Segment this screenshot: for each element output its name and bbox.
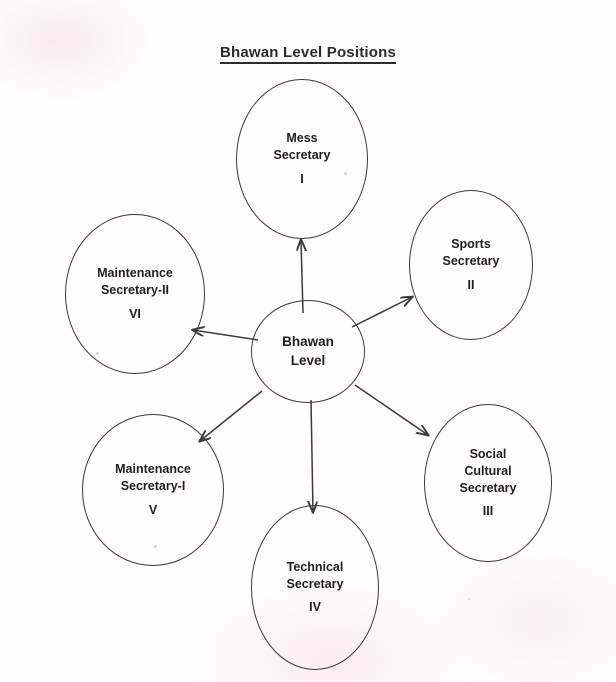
scan-speck [468,598,470,600]
node-label-line: Maintenance [97,266,173,281]
node-label-line: Social [469,446,507,461]
node-mess-secretary[interactable] [236,79,368,239]
node-roman-numeral: I [300,171,304,186]
scan-speck [96,352,99,355]
page-title-text: Bhawan Level Positions [220,44,396,64]
node-label-line: Level [290,352,326,368]
connector-center-to-maintenance-1 [200,391,262,441]
node-technical-secretary[interactable] [251,505,379,670]
node-label-line: Maintenance [115,462,191,477]
connector-center-to-technical [311,400,313,512]
node-bhawan-level[interactable] [251,300,365,403]
connector-center-to-social [355,385,428,435]
node-roman-numeral: III [482,504,494,519]
connector-center-to-sports [352,297,412,327]
node-label-line: Technical [286,559,344,574]
node-label-line: Secretary [459,480,517,495]
node-label-line: Secretary-I [120,479,186,494]
node-social-cultural-secretary[interactable] [424,404,552,562]
node-sports-secretary[interactable] [409,190,533,340]
node-roman-numeral: V [148,502,158,517]
scan-speck [344,172,347,175]
node-maintenance-secretary-2[interactable] [65,214,205,374]
node-label-line: Secretary [273,148,331,163]
node-label-line: Cultural [464,463,512,478]
node-roman-numeral: VI [129,306,141,321]
node-roman-numeral: IV [309,600,321,615]
connector-center-to-maintenance-2 [193,330,258,340]
node-label-line: Secretary-II [100,283,170,298]
scan-speck [154,545,157,548]
node-label-line: Secretary [442,254,500,269]
node-label-line: Mess [286,131,318,146]
node-label-line: Sports [451,237,491,252]
node-roman-numeral: II [467,277,475,292]
node-maintenance-secretary-1[interactable] [82,414,224,566]
node-label-line: Bhawan [282,334,334,350]
node-label-line: Secretary [286,576,344,591]
